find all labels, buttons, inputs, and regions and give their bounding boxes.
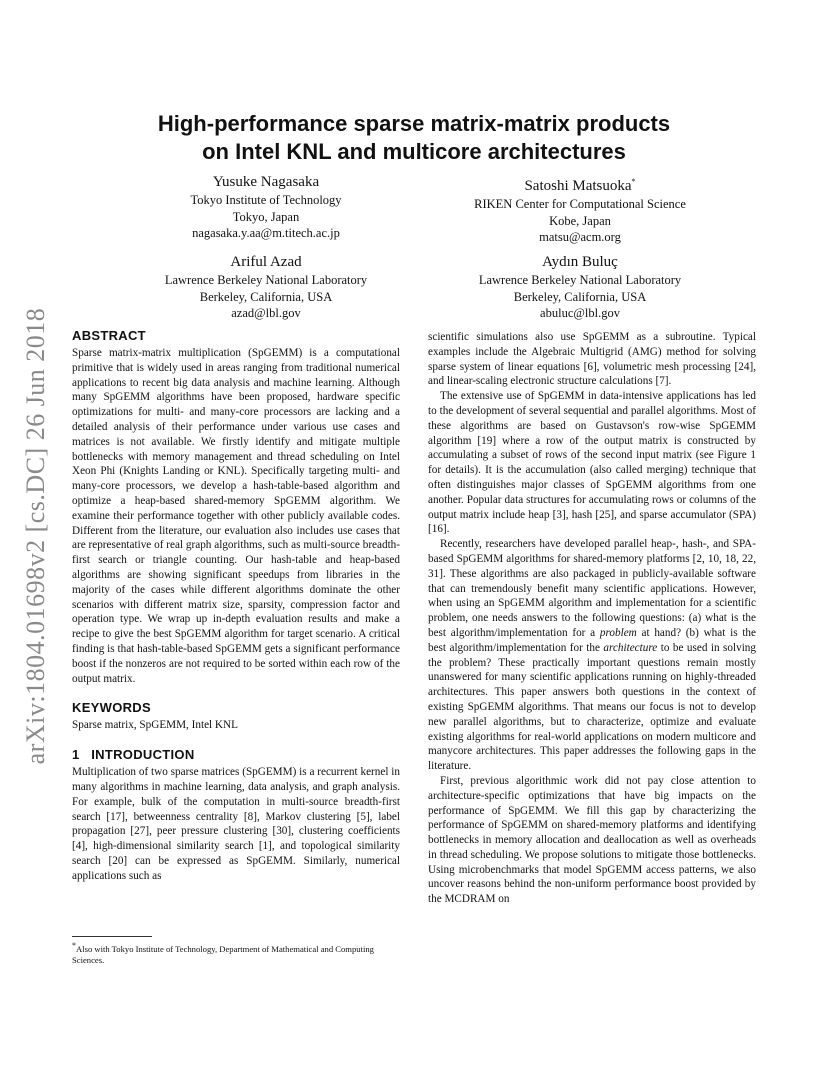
intro-paragraph-2: The extensive use of SpGEMM in data-intensive applications has led to the development of several sequential and parallel algorithms. Most of these algorithms are based on Gustavson's row-wise SpGEMM algorithm [19] where a row of the output matrix is constructed by accumulating a subset of rows of the second input matrix (see Figure 1 for details). It is the accumulation (also called merging) technique that often distinguishes major classes of SpGEMM algorithms from one another. Popular data structures for accumulating rows or columns of the output matrix include heap [3], hash [25], and sparse accumulator (SPA) [16]. (428, 390, 756, 536)
author-block-3 (96, 252, 436, 322)
author-name: Yusuke Nagasaka (212, 174, 320, 190)
author-email: azad@lbl.gov (231, 306, 301, 320)
author-name: Aydın Buluç (542, 254, 618, 270)
arxiv-sidebar (8, 0, 64, 1072)
intro-paragraph-1: Multiplication of two sparse matrices (SpGEMM) is a recurrent kernel in many algorithms in machine learning, data analysis, and graph analysis. For example, bulk of the computation in multi-source breadth-first search [17], betweenness centrality [8], Markov clustering [5], label propagation [27], peer pressure clustering [30], clustering coefficients [4], high-dimensional similarity search [1], and topological similarity search [20] can be expressed as SpGEMM. Similarly, numerical applications such as (72, 766, 400, 882)
author-name (410, 172, 750, 196)
arxiv-identifier: arXiv:1804.01698v2 [cs.DC] 26 Jun 2018 (21, 307, 50, 765)
emphasis-architecture: architecture (603, 641, 658, 654)
footnote-divider (72, 936, 152, 937)
author-email: abuluc@lbl.gov (540, 306, 620, 320)
author-block-2 (410, 172, 750, 246)
footnote-marker: * (72, 941, 76, 950)
author-block-1 (96, 172, 436, 242)
keywords-heading: KEYWORDS (72, 700, 151, 716)
paragraph-text: at hand? (b) what is the best algorithm/implementation for the (428, 626, 756, 654)
footnote-text: Also with Tokyo Institute of Technology, Department of Mathematical and Computing Sciences. (72, 943, 374, 965)
footnote-marker: * (631, 177, 636, 186)
introduction-heading: 1 INTRODUCTION (72, 747, 195, 763)
author-name-text: Satoshi Matsuoka (524, 178, 632, 194)
abstract-text: Sparse matrix-matrix multiplication (SpGEMM) is a computational primitive that is widely used in areas ranging from traditional numerical applications to recent big data analysis and machine learning. Although many SpGEMM algorithms have been proposed, hardware specific optimizations for multi- and many-core processors are lacking and a detailed analysis of their performance under various use cases and matrices is not available. We firstly identify and mitigate multiple bottlenecks with memory management and thread scheduling on Intel Xeon Phi (Knights Landing or KNL). Specifically targeting multi- and many-core processors, we develop a hash-table-based algorithm and optimize a heap-based shared-memory SpGEMM algorithm. We examine their performance together with other publicly available codes. Different from the literature, our evaluation also includes use cases that are representative of real graph algorithms, such as multi-source breadth-first search or triangle counting. Our hash-table and heap-based algorithms are showing significant speedups from libraries in the majority of the cases while different algorithms dominate the other scenarios with different matrix size, sparsity, compression factor and operation type. We wrap up in-depth evaluation results and make a recipe to give the best SpGEMM algorithm for target scenario. A critical finding is that hash-table-based SpGEMM gets a significant performance boost if the nonzeros are not required to be sorted within each row of the output matrix. (72, 347, 400, 685)
intro-paragraph-3 (428, 537, 756, 774)
author-block-4 (410, 252, 750, 322)
author-location: Berkeley, California, USA (513, 289, 647, 304)
intro-paragraph-1-continued: scientific simulations also use SpGEMM as a subroutine. Typical examples include the Algebraic Multigrid (AMG) method for solving sparse system of linear equations [6], volumetric mesh processing [24], and linear-scaling electronic structure calculations [7]. (428, 331, 756, 388)
author-affiliation: RIKEN Center for Computational Science (474, 197, 686, 211)
author-email: nagasaka.y.aa@m.titech.ac.jp (192, 226, 340, 240)
paragraph-text: to be used in solving the problem? These practically important questions remain mostly unanswered for many scientific applications running on highly-threaded architectures. This paper answers both questions in the context of existing SpGEMM algorithms. That means our focus is not to develop new parallel algorithms, but to characterize, optimize and evaluate existing algorithms for real-world applications on modern multicore and manycore architectures. This paper addresses the following gaps in the literature. (428, 641, 756, 773)
paper-title (96, 110, 732, 166)
footnote (72, 940, 400, 966)
author-affiliation: Lawrence Berkeley National Laboratory (478, 273, 682, 287)
paragraph-text: Recently, researchers have developed parallel heap-, hash-, and SPA-based SpGEMM algorithms for shared-memory platforms [2, 10, 18, 22, 31]. These algorithms are also packaged in publicly-available software that can tremendously benefit many scientific applications. However, when using an SpGEMM algorithm and implementation for a scientific problem, one needs answers to the following questions: (a) what is the best algorithm/implementation for a (428, 538, 756, 639)
author-affiliation: Tokyo Institute of Technology (190, 193, 342, 207)
author-affiliation: Lawrence Berkeley National Laboratory (164, 273, 368, 287)
emphasis-problem: problem (599, 626, 637, 639)
abstract-heading: ABSTRACT (72, 328, 146, 343)
author-location: Tokyo, Japan (232, 209, 300, 224)
author-name: Ariful Azad (230, 254, 302, 270)
keywords-text: Sparse matrix, SpGEMM, Intel KNL (72, 719, 238, 732)
left-column (72, 328, 400, 884)
author-location: Berkeley, California, USA (199, 289, 333, 304)
intro-paragraph-4: First, previous algorithmic work did not pay close attention to architecture-specific optimizations that have big impacts on the performance of SpGEMM. We fill this gap by characterizing the performance of SpGEMM on shared-memory platforms and identifying bottlenecks in memory allocation and deallocation as well as overheads in thread scheduling. We propose solutions to mitigate those bottlenecks. Using microbenchmarks that model SpGEMM access patterns, we also uncover reasons behind the non-uniform performance boost provided by the MCDRAM on (428, 774, 756, 906)
author-location: Kobe, Japan (549, 213, 611, 228)
title-line-1: High-performance sparse matrix-matrix products (157, 111, 671, 136)
right-column (428, 330, 756, 907)
title-line-2: on Intel KNL and multicore architectures (202, 139, 626, 164)
author-email: matsu@acm.org (539, 230, 621, 244)
